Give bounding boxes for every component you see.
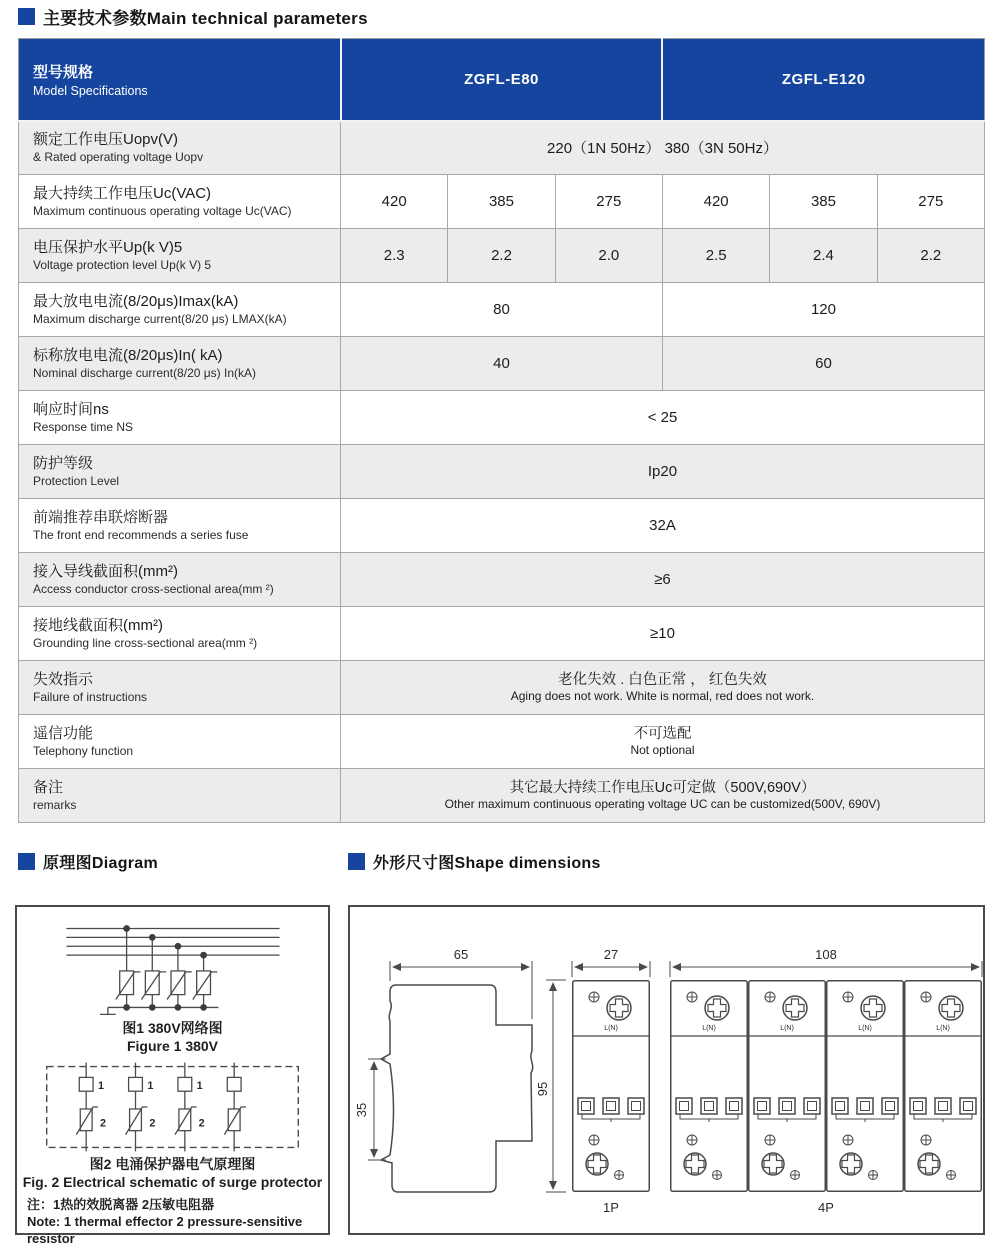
row-value: 80	[341, 283, 663, 337]
table-row	[19, 499, 985, 553]
main-section-title	[18, 4, 368, 29]
table-row	[19, 121, 985, 175]
row-value: 32A	[341, 499, 985, 553]
row-label: 额定工作电压Uopv(V) & Rated operating voltage Uopv	[19, 121, 341, 175]
side-profile-outline	[381, 985, 533, 1192]
row-label: 电压保护水平Up(k V)5 Voltage protection level Up(k V) 5	[19, 229, 341, 283]
shape-dimensions-drawing: L(N) 65 35 95 27 1P 108 4P	[350, 907, 983, 1233]
varistor-icon	[116, 971, 218, 1000]
row-value: 2.2	[448, 229, 555, 283]
dimension-27	[572, 961, 650, 977]
module-label-4p: 4P	[818, 1200, 834, 1215]
row-value: 2.4	[770, 229, 877, 283]
dimension-35	[368, 1059, 386, 1160]
row-value: 2.3	[341, 229, 448, 283]
row-value: 60	[662, 337, 984, 391]
section-bullet-icon	[348, 853, 365, 870]
component-label-1: 1	[98, 1080, 105, 1093]
dim-label-35: 35	[354, 1102, 369, 1118]
row-label: 接入导线截面积(mm²) Access conductor cross-sectional area(mm ²)	[19, 553, 341, 607]
dim-label-95: 95	[535, 1081, 550, 1097]
dimension-65	[390, 961, 532, 1019]
header-model-1: ZGFL-E80	[341, 39, 663, 121]
dimension-108	[670, 961, 982, 977]
row-value: 275	[877, 175, 984, 229]
component-label-2: 2	[149, 1117, 156, 1130]
figure1-caption: 图1 380V网络图 Figure 1 380V	[122, 1020, 223, 1054]
section-bullet-icon	[18, 8, 35, 25]
row-label: 失效指示 Failure of instructions	[19, 661, 341, 715]
row-value: 385	[770, 175, 877, 229]
ground-icon	[100, 1007, 116, 1015]
component-label-1: 1	[196, 1080, 203, 1093]
table-row	[19, 175, 985, 229]
table-row	[19, 553, 985, 607]
row-label: 最大持续工作电压Uc(VAC) Maximum continuous operating voltage Uc(VAC)	[19, 175, 341, 229]
row-label: 响应时间ns Response time NS	[19, 391, 341, 445]
row-value: 385	[448, 175, 555, 229]
diagram-note: 注：1热的效脱离器 2压敏电阻器 Note: 1 thermal effector 2 pressure-sensitive resistor	[27, 1197, 303, 1246]
row-value: 420	[662, 175, 769, 229]
table-row	[19, 661, 985, 715]
dim-label-65: 65	[453, 947, 469, 962]
table-row	[19, 715, 985, 769]
row-value: 2.0	[555, 229, 662, 283]
figure1-380v-network-diagram	[25, 915, 320, 1015]
row-value: 不可选配 Not optional	[341, 715, 985, 769]
row-label: 备注 remarks	[19, 769, 341, 823]
row-value: 420	[341, 175, 448, 229]
component-label-2: 2	[198, 1117, 205, 1130]
table-row	[19, 283, 985, 337]
section-bullet-icon	[18, 853, 35, 870]
row-label: 标称放电电流(8/20μs)In( kA) Nominal discharge current(8/20 μs) In(kA)	[19, 337, 341, 391]
row-value: 2.5	[662, 229, 769, 283]
row-value: 老化失效 . 白色正常 ， 红色失效 Aging does not work. White is normal, red does not work.	[341, 661, 985, 715]
table-row	[19, 337, 985, 391]
spec-table	[18, 38, 985, 823]
row-value: Ip20	[341, 445, 985, 499]
row-value: 40	[341, 337, 663, 391]
table-row	[19, 391, 985, 445]
page-title: 主要技术参数Main technical parameters	[43, 9, 368, 28]
dim-label-27: 27	[603, 947, 619, 962]
row-label: 接地线截面积(mm²) Grounding line cross-sectional area(mm ²)	[19, 607, 341, 661]
row-value: 220（1N 50Hz） 380（3N 50Hz）	[341, 121, 985, 175]
header-label-zh: 型号规格	[33, 63, 94, 81]
row-value: 120	[662, 283, 984, 337]
header-label-en: Model Specifications	[33, 83, 148, 98]
header-model-2: ZGFL-E120	[662, 39, 984, 121]
dim-label-108: 108	[815, 947, 837, 962]
row-value: 275	[555, 175, 662, 229]
table-header-row	[19, 39, 985, 121]
row-label: 前端推荐串联熔断器 The front end recommends a series fuse	[19, 499, 341, 553]
row-label: 最大放电电流(8/20μs)Imax(kA) Maximum discharge current(8/20 μs) LMAX(kA)	[19, 283, 341, 337]
row-value: 2.2	[877, 229, 984, 283]
module-label-1p: 1P	[603, 1200, 619, 1215]
diagram-section-title: 原理图Diagram	[18, 850, 158, 873]
figure2-electrical-schematic	[25, 1061, 320, 1153]
row-value: ≥6	[341, 553, 985, 607]
table-row	[19, 445, 985, 499]
component-label-2: 2	[99, 1117, 107, 1130]
table-row	[19, 229, 985, 283]
row-label: 遥信功能 Telephony function	[19, 715, 341, 769]
header-model-spec	[19, 39, 341, 121]
row-value: ≥10	[341, 607, 985, 661]
dimensions-section-title: 外形尺寸图Shape dimensions	[348, 850, 601, 873]
table-row	[19, 607, 985, 661]
component-label-1: 1	[147, 1080, 154, 1093]
shape-dimensions-box	[348, 905, 985, 1235]
diagram-box	[15, 905, 330, 1246]
row-value: 其它最大持续工作电压Uc可定做（500V,690V） Other maximum continuous operating voltage UC can be customized(500V, 690V)	[341, 769, 985, 823]
figure2-caption: 图2 电涌保护器电气原理图 Fig. 2 Electrical schematic of surge protector	[22, 1156, 323, 1190]
table-row	[19, 769, 985, 823]
row-label: 防护等级 Protection Level	[19, 445, 341, 499]
row-value: < 25	[341, 391, 985, 445]
